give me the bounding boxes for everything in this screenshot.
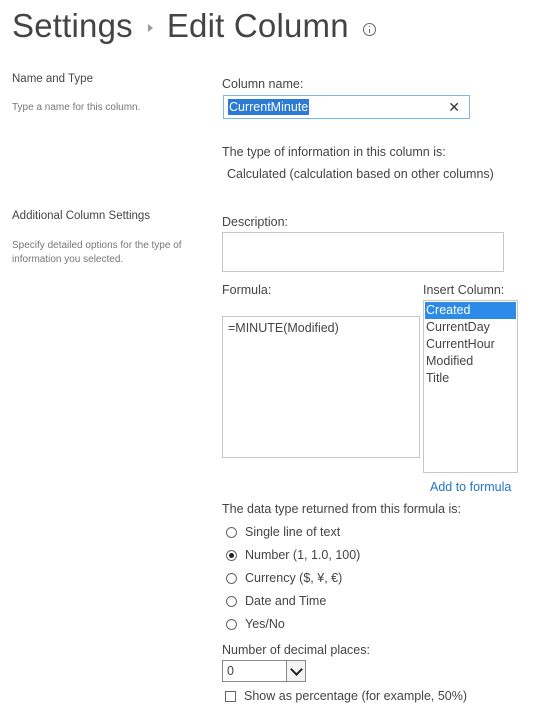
dropdown-button[interactable] bbox=[286, 661, 305, 681]
list-item[interactable]: Title bbox=[426, 371, 450, 385]
radio-button[interactable] bbox=[226, 619, 237, 630]
radio-button[interactable] bbox=[226, 573, 237, 584]
info-icon[interactable] bbox=[363, 23, 376, 36]
insert-column-listbox[interactable] bbox=[423, 300, 518, 473]
description-textarea[interactable] bbox=[222, 232, 504, 272]
additional-settings-title: Additional Column Settings bbox=[12, 210, 151, 222]
insert-column-label: Insert Column: bbox=[423, 283, 505, 297]
name-and-type-description: Type a name for this column. bbox=[12, 102, 141, 113]
data-type-radio-group bbox=[226, 523, 360, 633]
radio-option-number[interactable] bbox=[226, 546, 360, 564]
additional-settings-description: Specify detailed options for the type of information you selected. bbox=[12, 240, 182, 265]
list-item[interactable]: CurrentHour bbox=[426, 337, 495, 351]
radio-button[interactable] bbox=[226, 527, 237, 538]
radio-label: Currency ($, ¥, €) bbox=[245, 571, 343, 585]
formula-label: Formula: bbox=[222, 283, 272, 297]
list-item[interactable]: Created bbox=[425, 302, 516, 319]
formula-textarea[interactable] bbox=[222, 316, 420, 458]
column-name-value: CurrentMinute bbox=[229, 100, 309, 114]
radio-option-single-line[interactable] bbox=[226, 523, 360, 541]
radio-button[interactable] bbox=[226, 596, 237, 607]
column-type-value: Calculated (calculation based on other columns) bbox=[227, 167, 494, 181]
list-item[interactable]: Modified bbox=[426, 354, 474, 368]
description-label: Description: bbox=[222, 215, 288, 229]
radio-option-yes-no[interactable] bbox=[226, 615, 360, 633]
breadcrumb-arrow-icon bbox=[148, 24, 153, 32]
column-name-label: Column name: bbox=[222, 77, 304, 91]
radio-button[interactable] bbox=[226, 550, 237, 561]
column-type-label: The type of information in this column is: bbox=[222, 145, 446, 159]
decimal-places-label: Number of decimal places: bbox=[222, 643, 370, 657]
show-percentage-checkbox[interactable] bbox=[225, 691, 236, 702]
radio-label: Number (1, 1.0, 100) bbox=[245, 548, 361, 562]
column-name-input[interactable] bbox=[223, 95, 470, 119]
radio-label: Single line of text bbox=[245, 525, 341, 539]
list-item[interactable]: CurrentDay bbox=[426, 320, 490, 334]
data-type-label: The data type returned from this formula is: bbox=[222, 502, 461, 516]
radio-option-date-time[interactable] bbox=[226, 592, 360, 610]
show-percentage-option[interactable] bbox=[225, 687, 467, 705]
show-percentage-label: Show as percentage (for example, 50%) bbox=[244, 689, 468, 703]
clear-icon[interactable]: ✕ bbox=[448, 99, 460, 115]
page-header bbox=[12, 2, 376, 50]
chevron-down-icon bbox=[290, 663, 303, 676]
decimal-places-select[interactable] bbox=[222, 660, 306, 682]
page-title: Edit Column bbox=[166, 7, 349, 44]
radio-label: Date and Time bbox=[245, 594, 327, 608]
formula-value: =MINUTE(Modified) bbox=[228, 321, 339, 335]
add-to-formula-link[interactable]: Add to formula bbox=[430, 480, 512, 494]
decimal-places-value: 0 bbox=[227, 664, 234, 678]
radio-option-currency[interactable] bbox=[226, 569, 360, 587]
radio-label: Yes/No bbox=[245, 617, 285, 631]
name-and-type-title: Name and Type bbox=[12, 73, 93, 85]
breadcrumb-settings-link[interactable]: Settings bbox=[12, 7, 133, 44]
